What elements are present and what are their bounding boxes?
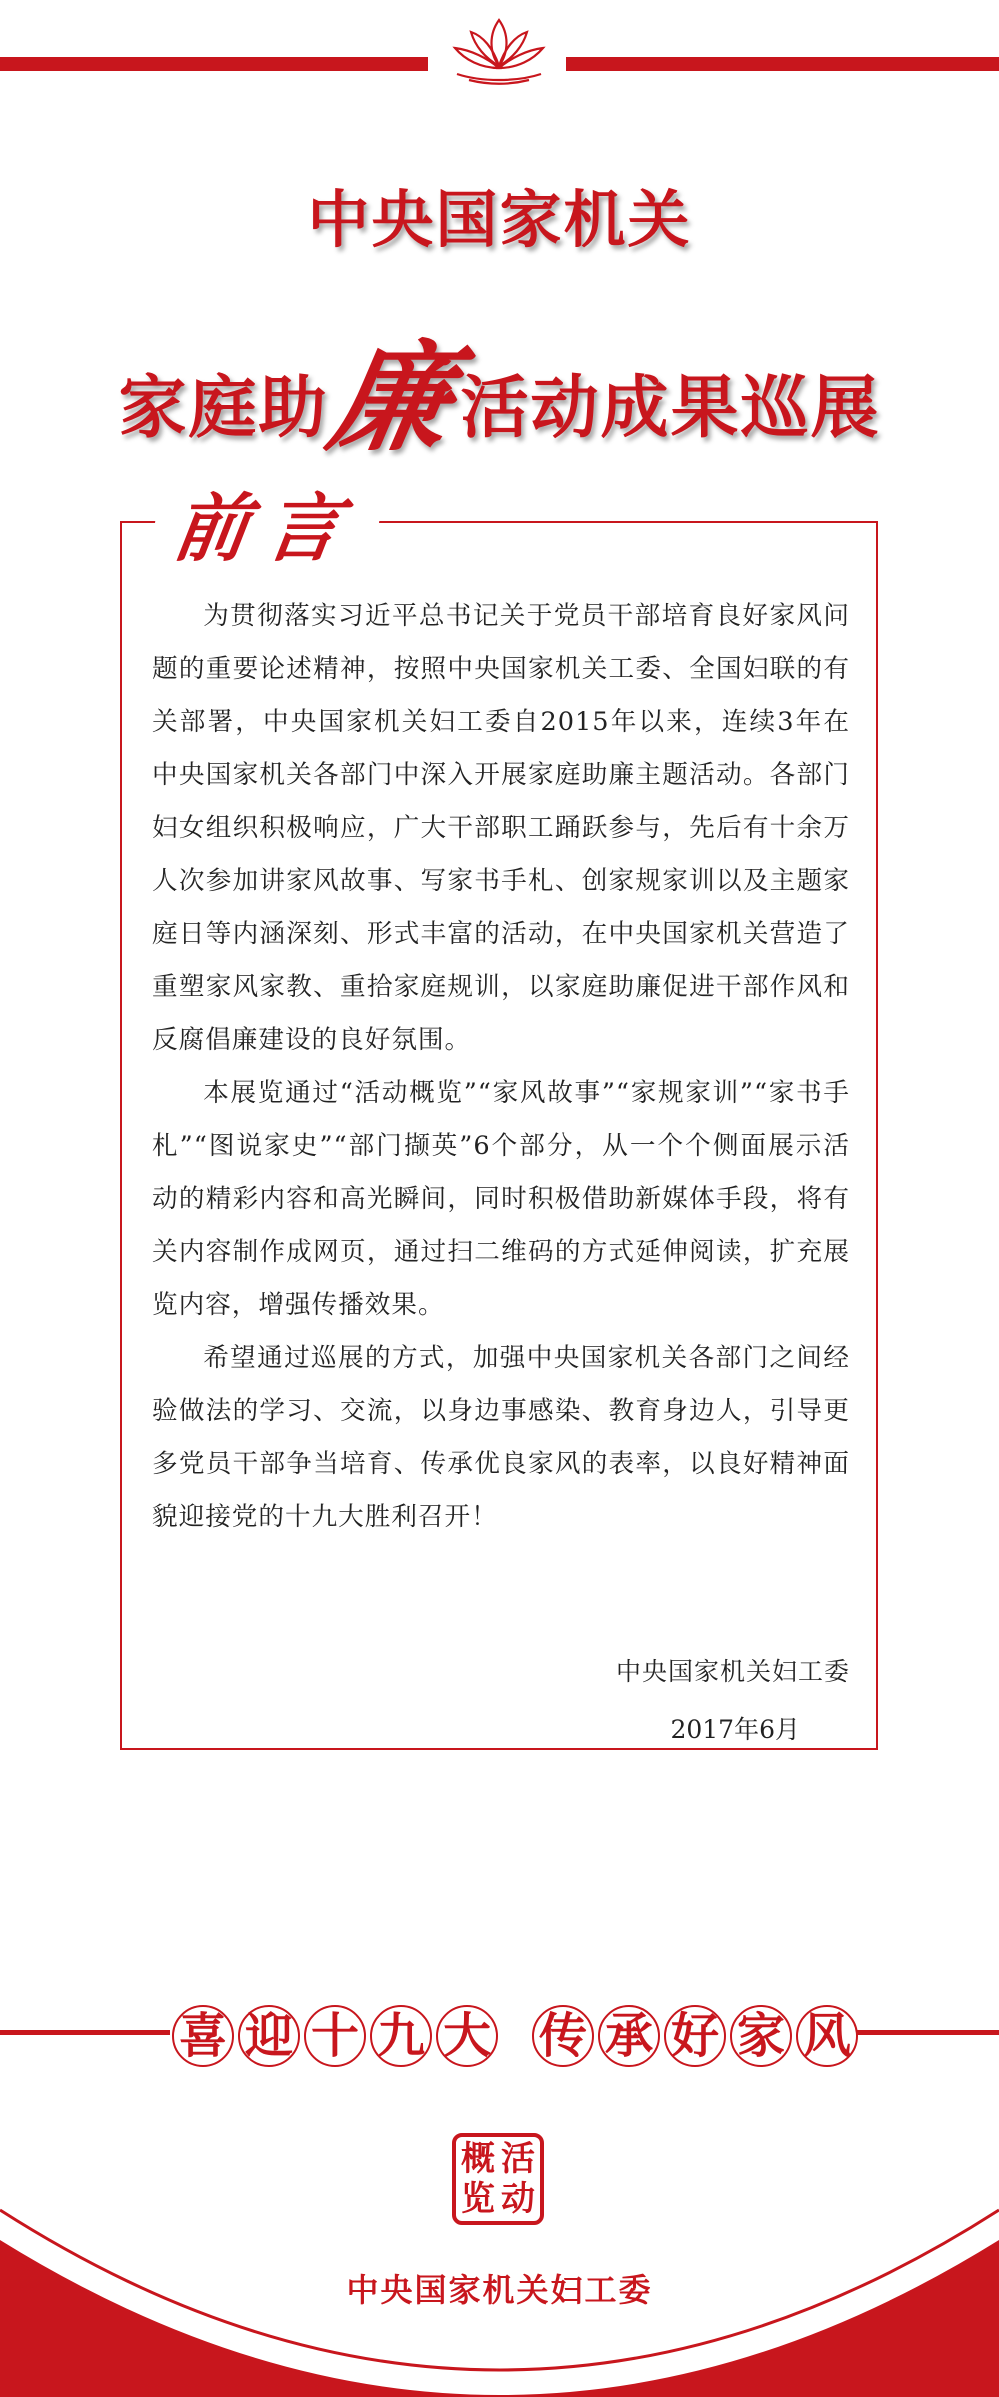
top-divider-right bbox=[566, 57, 999, 71]
seal-char: 活 bbox=[501, 2139, 535, 2179]
preface-paragraph: 为贯彻落实习近平总书记关于党员干部培育良好家风问题的重要论述精神，按照中央国家机关工委、全国妇联的有关部署，中央国家机关妇工委自2015年以来，连续3年在中央国家机关各部门中深入开展家庭助廉主题活动。各部门妇女组织积极响应，广大干部职工踊跃参与，先后有十余万人次参加讲家风故事、写家书手札、创家规家训以及主题家庭日等内涵深刻、形式丰富的活动，在中央国家机关营造了重塑家风家教、重拾家庭规训，以家庭助廉促进干部作风和反腐倡廉建设的良好氛围。 bbox=[152, 601, 850, 1055]
title-emphasis-char: 廉 bbox=[320, 328, 466, 467]
slogan-char: 九 bbox=[370, 2005, 432, 2067]
title-line2-after: 活动成果巡展 bbox=[460, 368, 881, 448]
slogan-char: 家 bbox=[730, 2005, 792, 2067]
page-title-line1: 中央国家机关 bbox=[307, 183, 692, 256]
slogan-char: 迎 bbox=[238, 2005, 300, 2067]
preface-date: 2017年6月 bbox=[670, 1715, 800, 1744]
slogan-char: 喜 bbox=[172, 2005, 234, 2067]
title-line2-before: 家庭助 bbox=[118, 368, 329, 448]
preface-body bbox=[152, 590, 850, 1544]
preface-signature: 中央国家机关妇工委 bbox=[615, 1657, 850, 1686]
preface-paragraph: 本展览通过“活动概览”“家风故事”“家规家训”“家书手札”“图说家史”“部门撷英”6个部分，从一个个侧面展示活动的精彩内容和高光瞬间，同时积极借助新媒体手段，将有关内容制作成网页，通过扫二维码的方式延伸阅读，扩充展览内容，增强传播效果。 bbox=[152, 1078, 850, 1320]
slogan-line-left bbox=[0, 2030, 170, 2035]
top-divider-left bbox=[0, 57, 428, 71]
seal-char: 概 bbox=[461, 2139, 495, 2179]
slogan-char: 承 bbox=[598, 2005, 660, 2067]
slogan-char: 好 bbox=[664, 2005, 726, 2067]
page-title-line2 bbox=[0, 295, 999, 465]
slogan-banner bbox=[170, 2000, 851, 2067]
seal-stamp bbox=[452, 2133, 544, 2225]
slogan-char: 十 bbox=[304, 2005, 366, 2067]
preface-heading: 前言 bbox=[148, 470, 387, 576]
seal-char: 动 bbox=[501, 2179, 535, 2219]
footer-organization: 中央国家机关妇工委 bbox=[346, 2271, 653, 2309]
seal-char: 览 bbox=[461, 2179, 495, 2219]
preface-paragraph: 希望通过巡展的方式，加强中央国家机关各部门之间经验做法的学习、交流，以身边事感染、教育身边人，引导更多党员干部争当培育、传承优良家风的表率，以良好精神面貌迎接党的十九大胜利召开！ bbox=[152, 1343, 850, 1532]
lotus-icon bbox=[441, 12, 557, 86]
slogan-char: 风 bbox=[796, 2005, 858, 2067]
slogan-char: 大 bbox=[436, 2005, 498, 2067]
slogan-char: 传 bbox=[532, 2005, 594, 2067]
